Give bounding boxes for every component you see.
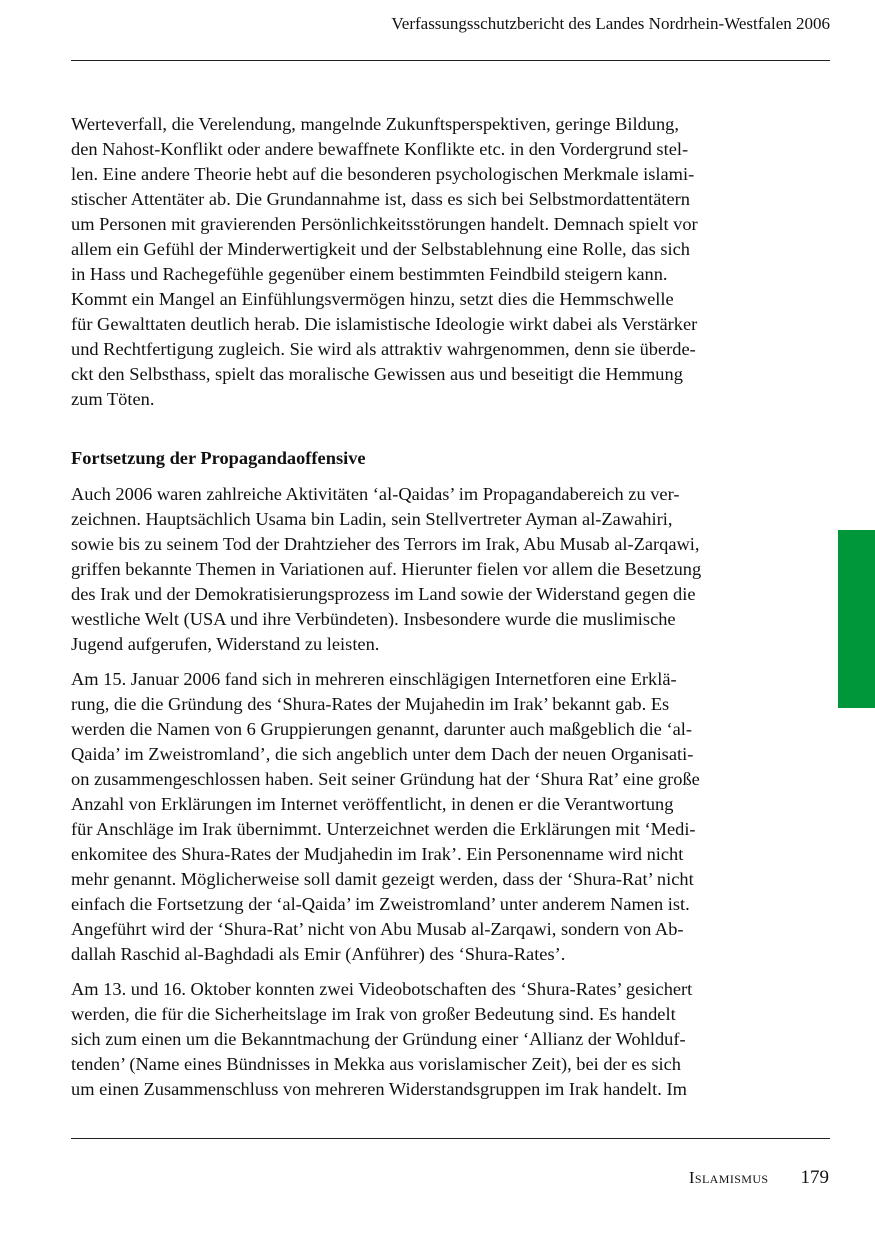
page-number: 179: [800, 1167, 829, 1188]
text-line: Werteverfall, die Verelendung, mangelnde Zukunftsperspektiven, geringe Bildung,: [71, 114, 679, 134]
text-line: Am 15. Januar 2006 fand sich in mehreren einschlägigen Internetforen eine Erklä-: [71, 669, 677, 689]
text-line: zum Töten.: [71, 389, 155, 409]
text-line: sich zum einen um die Bekanntmachung der Gründung einer ‘Allianz der Wohlduf-: [71, 1029, 686, 1049]
text-line: len. Eine andere Theorie hebt auf die besonderen psychologischen Merkmale islami-: [71, 164, 695, 184]
paragraph-2: [71, 482, 831, 657]
text-line: Qaida’ im Zweistromland’, die sich angeblich unter dem Dach der neuen Organisati-: [71, 744, 694, 764]
footer-rule: [71, 1138, 830, 1139]
text-line: um einen Zusammenschluss von mehreren Widerstandsgruppen im Irak handelt. Im: [71, 1079, 687, 1099]
text-line: tenden’ (Name eines Bündnisses in Mekka aus vorislamischer Zeit), bei der es sich: [71, 1054, 681, 1074]
text-line: griffen bekannte Themen in Variationen auf. Hierunter fielen vor allem die Besetzung: [71, 559, 702, 579]
text-line: und Rechtfertigung zugleich. Sie wird als attraktiv wahrgenommen, denn sie überde-: [71, 339, 696, 359]
text-line: Anzahl von Erklärungen im Internet veröffentlicht, in denen er die Verantwortung: [71, 794, 674, 814]
text-line: dallah Raschid al-Baghdadi als Emir (Anführer) des ‘Shura-Rates’.: [71, 944, 566, 964]
text-line: für Gewalttaten deutlich herab. Die islamistische Ideologie wirkt dabei als Verstärker: [71, 314, 698, 334]
text-line: zeichnen. Hauptsächlich Usama bin Ladin, sein Stellvertreter Ayman al-Zawahiri,: [71, 509, 673, 529]
text-line: Auch 2006 waren zahlreiche Aktivitäten ‘al-Qaidas’ im Propagandabereich zu ver-: [71, 484, 680, 504]
section-color-tab: [838, 530, 875, 708]
text-line: westliche Welt (USA und ihre Verbündeten). Insbesondere wurde die muslimische: [71, 609, 676, 629]
body-text: [71, 112, 831, 1102]
paragraph-3: [71, 667, 831, 967]
text-line: on zusammengeschlossen haben. Seit seiner Gründung hat der ‘Shura Rat’ eine große: [71, 769, 700, 789]
paragraph-1: [71, 112, 831, 412]
text-line: sowie bis zu seinem Tod der Drahtzieher des Terrors im Irak, Abu Musab al-Zarqawi,: [71, 534, 700, 554]
section-heading: Fortsetzung der Propagandaoffensive: [71, 448, 366, 468]
footer-section-label: Islamismus: [688, 1168, 769, 1187]
text-line: rung, die die Gründung des ‘Shura-Rates der Mujahedin im Irak’ bekannt gab. Es: [71, 694, 670, 714]
page-footer: [689, 1167, 829, 1189]
text-line: für Anschläge im Irak übernimmt. Unterzeichnet werden die Erklärungen mit ‘Medi-: [71, 819, 696, 839]
text-line: um Personen mit gravierenden Persönlichkeitsstörungen handelt. Demnach spielt vor: [71, 214, 698, 234]
text-line: des Irak und der Demokratisierungsprozess im Land sowie der Widerstand gegen die: [71, 584, 696, 604]
text-line: werden die Namen von 6 Gruppierungen genannt, darunter auch maßgeblich die ‘al-: [71, 719, 692, 739]
text-line: stischer Attentäter ab. Die Grundannahme ist, dass es sich bei Selbstmordattentätern: [71, 189, 690, 209]
text-line: werden, die für die Sicherheitslage im Irak von großer Bedeutung sind. Es handelt: [71, 1004, 676, 1024]
text-line: allem ein Gefühl der Minderwertigkeit und der Selbstablehnung eine Rolle, das sich: [71, 239, 690, 259]
text-line: einfach die Fortsetzung der ‘al-Qaida’ im Zweistromland’ unter anderem Namen ist.: [71, 894, 690, 914]
text-line: Kommt ein Mangel an Einfühlungsvermögen hinzu, setzt dies die Hemmschwelle: [71, 289, 674, 309]
running-header: Verfassungsschutzbericht des Landes Nordrhein-Westfalen 2006: [391, 14, 830, 33]
paragraph-4: [71, 977, 831, 1102]
text-line: in Hass und Rachegefühle gegenüber einem bestimmten Feindbild steigern kann.: [71, 264, 668, 284]
section-spacer: [71, 412, 831, 446]
text-line: Angeführt wird der ‘Shura-Rat’ nicht von Abu Musab al-Zarqawi, sondern von Ab-: [71, 919, 684, 939]
text-line: Jugend aufgerufen, Widerstand zu leisten.: [71, 634, 380, 654]
text-line: den Nahost-Konflikt oder andere bewaffnete Konflikte etc. in den Vordergrund stel-: [71, 139, 689, 159]
header-rule: [71, 60, 830, 61]
text-line: enkomitee des Shura-Rates der Mudjahedin im Irak’. Ein Personenname wird nicht: [71, 844, 684, 864]
text-line: Am 13. und 16. Oktober konnten zwei Videobotschaften des ‘Shura-Rates’ gesichert: [71, 979, 693, 999]
text-line: mehr genannt. Möglicherweise soll damit gezeigt werden, dass der ‘Shura-Rat’ nicht: [71, 869, 694, 889]
text-line: ckt den Selbsthass, spielt das moralische Gewissen aus und beseitigt die Hemmung: [71, 364, 683, 384]
